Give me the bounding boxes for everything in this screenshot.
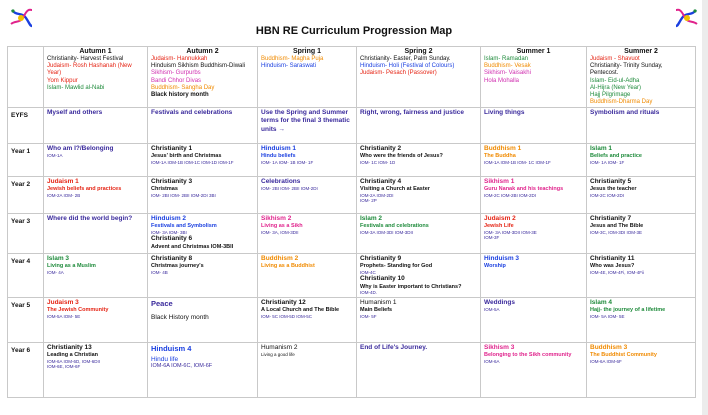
unit-title: Christianity 12 [261,299,306,307]
outcome-codes: IOM-6A IOM-6C, IOM-6F [151,363,213,370]
unit-subtitle: Why is Easter important to Christians? [360,283,462,290]
unit-title: Christianity 9 [360,255,402,263]
unit-title: Judaism 1 [47,178,79,186]
unit-title: Judaism 3 [47,299,79,307]
corner-cell [8,47,44,108]
unit-subtitle: Festivals and Symbolism [151,223,217,230]
unit-cell [258,214,357,254]
unit-subtitle: Jesus and The Bible [590,223,644,230]
year-label: Year 5 [8,298,44,343]
unit-title: Christianity 8 [151,255,193,263]
unit-cell [44,214,148,254]
unit-subtitle: Jesus' birth and Christmas [151,153,222,160]
unit-title: Islam 1 [590,145,613,153]
unit-subtitle: Leading a Christian [47,352,99,359]
outcome-codes: IOM- 1A IOM- 1B IOM- 1F [261,160,314,166]
term-header [481,47,587,108]
term-title: Summer 1 [516,48,551,55]
term-title: Autumn 2 [186,48,219,55]
festival-item: Buddhism- Magha Puja [261,56,324,62]
year-row [8,144,696,177]
unit-title: Islam 2 [360,215,383,223]
unit-subtitle: A Local Church and The Bible [261,307,340,314]
festival-item: Hinduism- Saraswati [261,63,317,70]
unit-subtitle: The Jewish Community [47,307,109,314]
unit-subtitle: Christmas journey's [151,263,204,270]
unit-title: Islam 4 [590,299,613,307]
year-label: Year 2 [8,177,44,214]
festival-item: Yom Kippur [47,77,78,84]
year-row [8,214,696,254]
festival-item: Sikhism- Gurpurbs [151,70,201,77]
unit-title: Sikhism 3 [484,344,515,352]
unit-cell [357,298,481,343]
outcome-codes: IOM- 3A IOM-3DII IOM-3E [484,230,537,236]
outcome-codes: IOM- 5F [360,314,377,320]
unit-cell [357,108,481,144]
unit-cell [357,214,481,254]
unit-title: Buddhism 2 [261,255,299,263]
term-title: Autumn 1 [79,48,112,55]
year-label: Year 4 [8,254,44,298]
festival-item: Judaism- Rosh Hashanah (New Year) [47,63,132,77]
unit-title: Hinduism 2 [151,215,187,223]
unit-subtitle: Hindu life [151,355,179,363]
festival-item: Islam- Eid-ul-Adha [590,77,640,84]
unit-cell [44,144,148,177]
unit-title: Christianity 4 [360,178,402,186]
outcome-codes: IOM-1A IOM-1B IOM- 1C IOM-1F [484,160,551,166]
unit-title: Humanism 1 [360,299,397,307]
unit-cell [258,254,357,298]
outcome-codes: IOM-4C [360,270,376,276]
festival-item: Judaism- Pesach (Passover) [360,70,437,77]
unit-subtitle: Jewish beliefs and practices [47,186,122,193]
unit-title: Hinduism 1 [261,145,297,153]
outcome-codes: IOM- 4A [47,270,64,276]
unit-subtitle: Who were the friends of Jesus? [360,153,443,160]
unit-subtitle: Black History month [151,313,209,321]
unit-title: Islam 3 [47,255,70,263]
festival-item: Christianity- Harvest Festival [47,56,124,62]
term-header [44,47,148,108]
outcome-codes: IOM- 2BI IOM- 2BII IOM-2DI [261,186,318,192]
outcome-codes: IOM-6A IOM-6D, IOM-6DII [47,359,101,365]
outcome-codes: IOM- 3A, IOM-3DII [261,230,299,236]
unit-cell [481,298,587,343]
unit-cell [148,343,258,398]
unit-subtitle: Who was Jesus? [590,263,635,270]
unit-cell [587,343,696,398]
year-row [8,254,696,298]
unit-title: Humanism 2 [261,344,298,352]
outcome-codes: IOM- 1C IOM- 1D [360,160,396,166]
outcome-codes: Living a good life [261,352,295,358]
term-title: Spring 2 [404,48,433,55]
unit-title: Christianity 7 [590,215,632,223]
unit-subtitle: Visiting a Church at Easter [360,186,430,193]
festival-item: Christianity- Trinity Sunday, Pentecost. [590,63,663,77]
festival-item: Bandi Chhor Divas [151,77,202,84]
unit-cell [587,177,696,214]
unit-subtitle: Jesus the teacher [590,186,637,193]
table-body [8,108,696,398]
outcome-codes: IOM- 5C IOM-5D IOM-5C [261,314,313,320]
outcome-codes: IOM-6E, IOM-6F [47,364,81,370]
festival-item: Buddhism- Vesak [484,63,531,70]
outcome-codes: IOM-4D. [360,290,378,296]
festival-item: Al-Hijra (New Year) [590,84,642,91]
outcome-codes: IOM- 2BI IOM- 2BII IOM-2DI 3BI [151,193,216,199]
unit-cell [44,177,148,214]
unit-title: Buddhism 3 [590,344,628,352]
term-title: Spring 1 [292,48,321,55]
unit-subtitle: Living as a Muslim [47,263,96,270]
festival-item: Judaism- Hannukkah [151,56,208,62]
unit-cell [481,144,587,177]
year-label: Year 6 [8,343,44,398]
term-header [258,47,357,108]
header-row [8,47,696,108]
curriculum-table [7,46,696,398]
outcome-codes: IOM- 2P [360,198,377,204]
year-row [8,177,696,214]
unit-title: Who am I?/Belonging [47,145,114,153]
unit-title: Judaism 2 [484,215,516,223]
unit-title: Where did the world begin? [47,215,133,223]
festival-item: Black history month [151,91,209,98]
unit-title: Christianity 3 [151,178,193,186]
unit-title: Celebrations [261,178,301,186]
unit-title: Christianity 1 [151,145,193,153]
unit-cell [481,214,587,254]
unit-subtitle: Hajj- the journey of a lifetime [590,307,666,314]
outcome-codes: IOM-2C IOM-2BI IOM-2DI [484,193,537,199]
festival-item: Christianity- Easter, Palm Sunday. [360,56,451,62]
unit-subtitle: Worship [484,263,506,270]
unit-title: Right, wrong, fairness and justice [360,109,465,117]
festival-item: Buddhism- Sangha Day [151,84,215,91]
unit-cell [148,144,258,177]
unit-subtitle: Living as a Buddhist [261,263,315,270]
unit-subtitle: Guru Nanak and his teachings [484,186,564,193]
unit-title: Christianity 13 [47,344,92,352]
festival-item: Hinduism Sikhism Buddhism-Diwali [151,63,246,70]
term-title: Summer 2 [624,48,658,55]
festival-item: Sikhism- Vaisakhi [484,70,531,77]
unit-cell [587,214,696,254]
page-title: HBN RE Curriculum Progression Map [255,25,453,37]
year-label: Year 1 [8,144,44,177]
unit-title: Sikhism 1 [484,178,515,186]
outcome-codes: IOM- 1A IOM- 1F [590,160,625,166]
outcome-codes: IOM-5A IOM- 5E [47,314,81,320]
outcome-codes: IOM-2A IOM-2DI [360,193,394,199]
outcome-codes: IOM-5A [484,307,500,313]
outcome-codes: IOM-6A [484,359,500,365]
unit-title: Christianity 2 [360,145,402,153]
unit-subtitle: The Buddhist Community [590,352,657,359]
scrollbar[interactable] [702,0,708,415]
spacer [151,309,254,312]
unit-cell [481,254,587,298]
unit-title: Christianity 10 [360,275,405,283]
unit-title: Christianity 11 [590,255,635,263]
unit-cell [587,298,696,343]
outcome-codes: IOM- 4B [151,270,168,276]
outcome-codes: IOM-2C IOM-2DI [590,193,625,199]
unit-subtitle: Festivals and celebrations [360,223,429,230]
outcome-codes: IOM-1A IOM-1B IOM-1C IOM-1D IOM-1F [151,160,234,166]
unit-cell [587,108,696,144]
unit-subtitle: Belonging to the Sikh community [484,352,572,359]
unit-title: Buddhism 1 [484,145,522,153]
unit-cell [258,108,357,144]
year-row [8,298,696,343]
unit-cell [357,144,481,177]
outcome-codes: IOM-1A [47,153,63,159]
unit-cell [587,254,696,298]
outcome-codes: IOM- 5A IOM- 5E [590,314,625,320]
unit-cell [148,108,258,144]
term-header [148,47,258,108]
unit-title: Hinduism 3 [484,255,520,263]
unit-subtitle: Jewish Life [484,223,514,230]
unit-title: Sikhism 2 [261,215,292,223]
unit-subtitle: The Buddha [484,153,516,160]
unit-subtitle: Advent and Christmas IOM-3BII [151,243,234,250]
festival-item: Judaism - Shavuot [590,56,640,62]
unit-title: Living things [484,109,525,117]
outcome-codes: IOM-3F [484,235,500,241]
unit-cell [258,144,357,177]
unit-title: Weddings [484,299,515,307]
unit-cell [44,108,148,144]
unit-subtitle: Prophets- Standing for God [360,263,433,270]
unit-cell [148,177,258,214]
year-label: Year 3 [8,214,44,254]
unit-subtitle: Beliefs and practice [590,153,642,160]
unit-cell [44,298,148,343]
unit-title: Symbolism and rituals [590,109,660,117]
unit-title: Festivals and celebrations [151,109,233,117]
unit-title: Christianity 6 [151,235,193,243]
unit-cell [357,343,481,398]
unit-cell [357,177,481,214]
outcome-codes: IOM-2A IOM- 2B [47,193,81,199]
unit-cell [481,343,587,398]
year-row [8,108,696,144]
unit-cell [148,254,258,298]
festival-item: Islam- Ramadan [484,56,529,62]
festival-item: Hola Mohalla [484,77,520,84]
festival-item: Hajj Pilgrimage [590,91,631,98]
year-row [8,343,696,398]
unit-subtitle: Christmas [151,186,178,193]
festival-item: Islam- Mawlid al-Nabi [47,84,105,91]
unit-subtitle: Living as a Sikh [261,223,303,230]
unit-cell [44,254,148,298]
outcome-codes: IOM-3A IOM-3DI IOM-3DII [360,230,414,236]
unit-title: Hinduism 4 [151,344,192,354]
term-header [357,47,481,108]
term-header [587,47,696,108]
outcome-codes: IOM-6A IOM-6F [590,359,622,365]
unit-title: End of Life's Journey. [360,344,428,352]
unit-title: Use the Spring and Summer terms for the final 3 thematic units → [261,109,350,133]
festival-item: Buddhism-Dharma Day [590,99,653,106]
unit-cell [587,144,696,177]
unit-cell [357,254,481,298]
unit-cell [258,343,357,398]
unit-cell [481,177,587,214]
unit-subtitle: Main Beliefs [360,307,393,314]
unit-title: Myself and others [47,109,103,117]
unit-cell [481,108,587,144]
outcome-codes: IOM-3C, IOM-3DI IOM-3E [590,230,643,236]
outcome-codes: IOM-4E, IOM-4Fi, IOM-4Fii [590,270,644,276]
unit-title: Peace [151,299,173,309]
unit-cell [44,343,148,398]
unit-cell [148,298,258,343]
unit-title: Christianity 5 [590,178,632,186]
outcome-codes: IOM- 3A IOM- 3BI [151,230,187,236]
unit-cell [258,298,357,343]
year-label: EYFS [8,108,44,144]
unit-cell [258,177,357,214]
festival-item: Hinduism- Holi (Festival of Colours) [360,63,455,70]
unit-cell [148,214,258,254]
unit-subtitle: Hindu beliefs [261,153,296,160]
